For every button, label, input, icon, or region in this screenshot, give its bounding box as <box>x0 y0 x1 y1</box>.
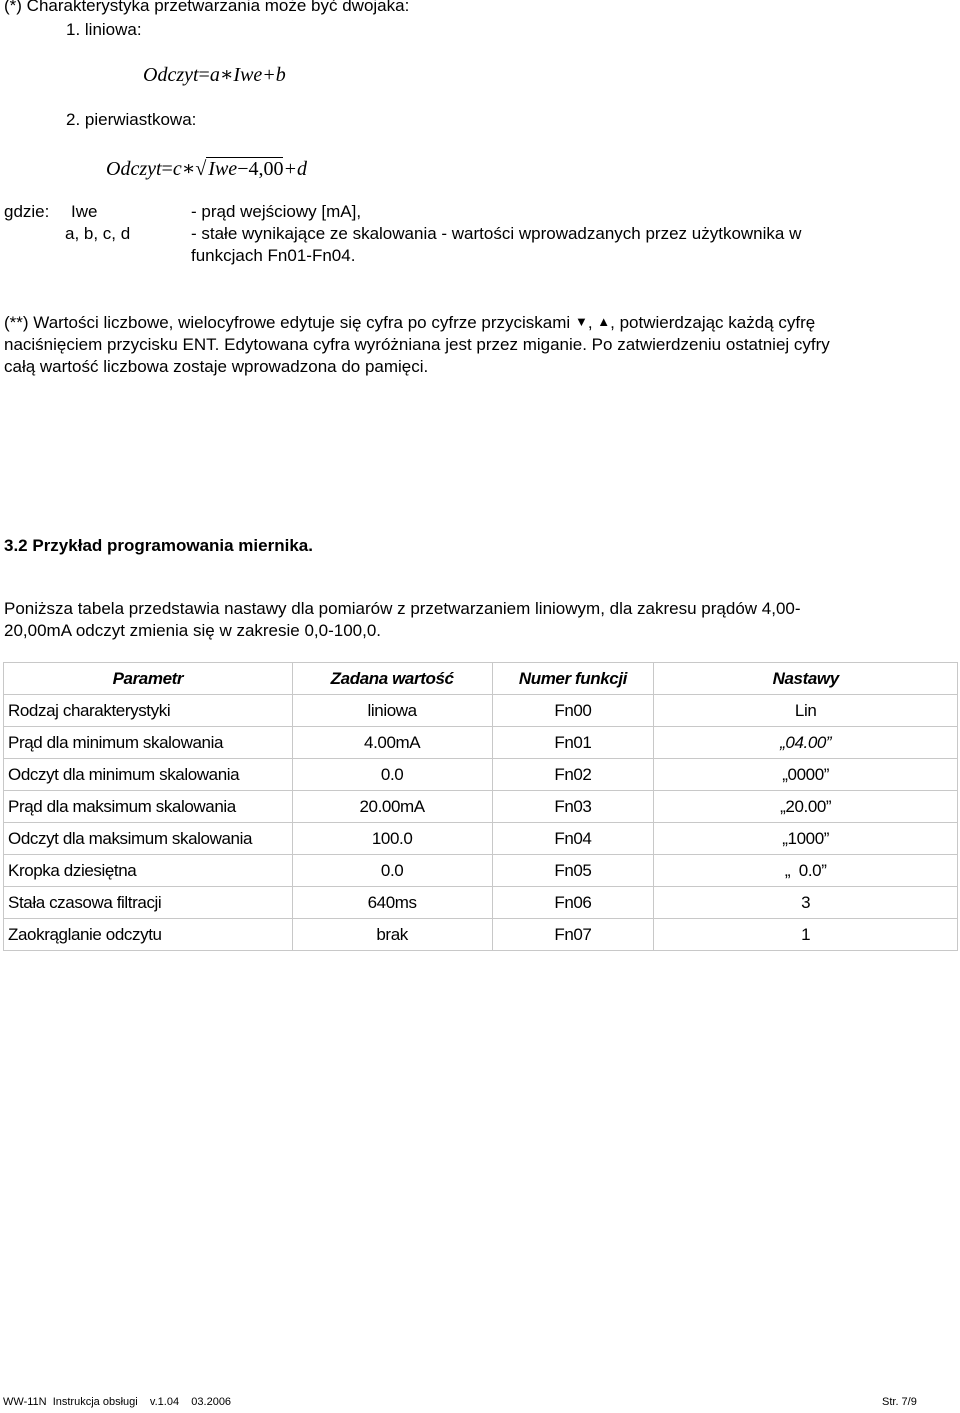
formula2-radicand-var: Iwe <box>208 158 238 180</box>
table-row <box>4 887 958 919</box>
where-var2: a, b, c, d <box>65 224 131 243</box>
cell-setting: „20.00” <box>654 791 958 823</box>
where-var1: Iwe <box>71 202 98 221</box>
cell-parameter: Kropka dziesiętna <box>4 855 293 887</box>
note1-heading: (*) Charakterystyka przetwarzania może być dwojaka: <box>4 0 410 15</box>
cell-function: Fn06 <box>492 887 654 919</box>
header-parametr: Parametr <box>4 663 293 695</box>
table-row <box>4 855 958 887</box>
formula-linear <box>143 62 286 87</box>
cell-function: Fn03 <box>492 791 654 823</box>
note2-line3: całą wartość liczbowa zostaje wprowadzona do pamięci. <box>4 357 429 376</box>
header-numer-funkcji: Numer funkcji <box>492 663 654 695</box>
where-label: gdzie: <box>4 202 50 221</box>
section-paragraph-line1: Poniższa tabela przedstawia nastawy dla pomiarów z przetwarzaniem liniowym, dla zakresu prądów 4,00- <box>4 599 801 618</box>
settings-table <box>3 662 958 951</box>
formula2-post: +d <box>283 158 307 180</box>
cell-value: 640ms <box>292 887 492 919</box>
table-row <box>4 759 958 791</box>
footer-page-number: Str. 7/9 <box>882 1396 917 1408</box>
cell-parameter: Odczyt dla maksimum skalowania <box>4 823 293 855</box>
cell-parameter: Odczyt dla minimum skalowania <box>4 759 293 791</box>
header-zadana-wartosc: Zadana wartość <box>292 663 492 695</box>
cell-value: 100.0 <box>292 823 492 855</box>
table-row <box>4 823 958 855</box>
cell-parameter: Prąd dla maksimum skalowania <box>4 791 293 823</box>
cell-value: liniowa <box>292 695 492 727</box>
cell-setting: 1 <box>654 919 958 951</box>
formula2-lhs: Odczyt <box>106 158 162 180</box>
cell-value: 0.0 <box>292 759 492 791</box>
where-desc2-line1: - stałe wynikające ze skalowania - wartości wprowadzanych przez użytkownika w <box>191 224 802 243</box>
cell-value: brak <box>292 919 492 951</box>
where-desc1: - prąd wejściowy [mA], <box>191 202 362 221</box>
item2-label: 2. pierwiastkowa: <box>66 110 197 129</box>
up-arrow-icon: ▲ <box>597 314 611 329</box>
table-row <box>4 919 958 951</box>
formula-root <box>106 156 307 181</box>
cell-setting: „ 0.0” <box>654 855 958 887</box>
item1-label: 1. liniowa: <box>66 20 142 39</box>
table-row <box>4 727 958 759</box>
table-header-row <box>4 663 958 695</box>
formula1-lhs: Odczyt <box>143 64 199 86</box>
section-paragraph-line2: 20,00mA odczyt zmienia się w zakresie 0,0-100,0. <box>4 621 382 640</box>
section-heading: 3.2 Przykład programowania miernika. <box>4 536 313 555</box>
cell-function: Fn04 <box>492 823 654 855</box>
note2-line2: naciśnięciem przycisku ENT. Edytowana cyfra wyróżniana jest przez miganie. Po zatwierdzeniu ostatniej cyfry <box>4 335 830 354</box>
formula2-radicand-const: −4,00 <box>237 158 284 180</box>
note2-part2: , potwierdzając każdą cyfrę <box>610 313 816 332</box>
cell-setting: 3 <box>654 887 958 919</box>
cell-setting: „1000” <box>654 823 958 855</box>
formula2-radicand <box>206 157 283 180</box>
cell-function: Fn07 <box>492 919 654 951</box>
note2-comma: , <box>587 313 593 332</box>
formula1-eq: = <box>198 64 210 86</box>
sqrt-sign-icon: √ <box>195 158 207 180</box>
footer-document-info: WW-11N Instrukcja obsługi v.1.04 03.2006 <box>3 1396 232 1408</box>
cell-value: 4.00mA <box>292 727 492 759</box>
table-row <box>4 695 958 727</box>
cell-parameter: Zaokrąglanie odczytu <box>4 919 293 951</box>
cell-parameter: Rodzaj charakterystyki <box>4 695 293 727</box>
cell-function: Fn05 <box>492 855 654 887</box>
formula2-pre: c∗ <box>172 158 196 180</box>
cell-value: 20.00mA <box>292 791 492 823</box>
cell-setting: Lin <box>654 695 958 727</box>
header-nastawy: Nastawy <box>654 663 958 695</box>
where-desc2-line2: funkcjach Fn01-Fn04. <box>191 246 356 265</box>
note2-line1 <box>4 313 958 333</box>
note2-part1: (**) Wartości liczbowe, wielocyfrowe edytuje się cyfra po cyfrze przyciskami <box>4 313 571 332</box>
formula2-eq: = <box>161 158 173 180</box>
down-arrow-icon: ▼ <box>574 314 588 329</box>
cell-setting: „0000” <box>654 759 958 791</box>
cell-setting: „04.00” <box>654 727 958 759</box>
cell-function: Fn00 <box>492 695 654 727</box>
cell-function: Fn01 <box>492 727 654 759</box>
table-row <box>4 791 958 823</box>
cell-parameter: Prąd dla minimum skalowania <box>4 727 293 759</box>
formula1-rhs: a∗Iwe+b <box>209 64 286 86</box>
cell-parameter: Stała czasowa filtracji <box>4 887 293 919</box>
cell-value: 0.0 <box>292 855 492 887</box>
cell-function: Fn02 <box>492 759 654 791</box>
